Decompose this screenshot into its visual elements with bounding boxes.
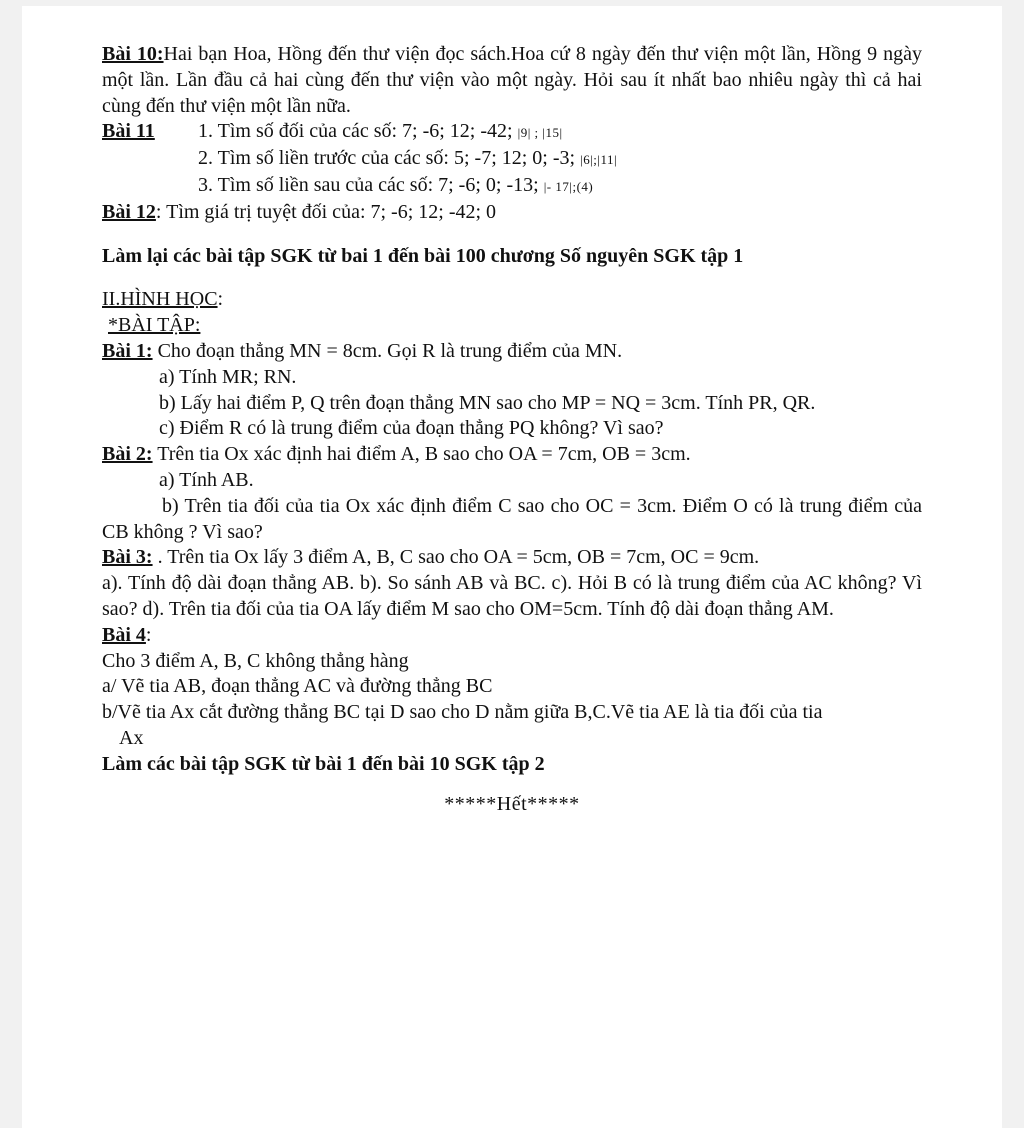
geometry-exercise-4-colon: : bbox=[145, 623, 152, 646]
document-page bbox=[22, 6, 1002, 1128]
geometry-exercise-3-label: Bài 3: bbox=[102, 546, 153, 569]
document-content bbox=[102, 42, 922, 817]
geometry-exercise-4-line-1: Cho 3 điểm A, B, C không thẳng hàng bbox=[102, 649, 409, 672]
geometry-exercise-3-text: . Trên tia Ox lấy 3 điểm A, B, C sao cho OA = 5cm, OB = 7cm, OC = 9cm. bbox=[152, 546, 760, 569]
geometry-exercise-4-line-4: Ax bbox=[119, 726, 144, 749]
geometry-heading-text: II.HÌNH HỌC bbox=[102, 288, 218, 311]
exercise-11-item-2 bbox=[102, 146, 922, 173]
exercise-11-item-3 bbox=[102, 173, 922, 200]
geometry-exercise-2-b: b) Trên tia đối của tia Ox xác định điểm C sao cho OC = 3cm. Điểm O có là trung điểm của CB không ? Vì sao? bbox=[102, 494, 922, 543]
end-marker: *****Hết***** bbox=[444, 792, 580, 815]
exercise-12 bbox=[102, 200, 922, 226]
geometry-exercise-3 bbox=[102, 545, 922, 571]
geometry-exercise-1-label: Bài 1: bbox=[102, 339, 153, 362]
geometry-exercise-4-line-2: a/ Vẽ tia AB, đoạn thẳng AC và đường thẳng BC bbox=[102, 675, 493, 698]
geometry-exercise-2 bbox=[102, 442, 922, 468]
exercise-10-text: Hai bạn Hoa, Hồng đến thư viện đọc sách.Hoa cứ 8 ngày đến thư viện một lần, Hồng 9 ngày một lần. Lần đầu cả hai cùng đến thư viện vào một ngày. Hỏi sau ít nhất bao nhiêu ngày thì cả hai cùng đến thư viện một lần nữa. bbox=[102, 43, 922, 117]
geometry-exercise-2-a: a) Tính AB. bbox=[159, 468, 254, 491]
exercise-11-item-3-abs: |- 17|;(4) bbox=[543, 178, 594, 194]
exercise-11-row-1 bbox=[102, 119, 922, 146]
geometry-exercise-3-body: a). Tính độ dài đoạn thẳng AB. b). So sánh AB và BC. c). Hỏi B có là trung điểm của AC không? Vì sao? d). Trên tia đối của tia OA lấy điểm M sao cho OM=5cm. Tính độ dài đoạn thẳng AM. bbox=[102, 572, 922, 620]
exercise-11-item-2-abs: |6|;|11| bbox=[580, 152, 618, 168]
geometry-heading-colon: : bbox=[217, 288, 224, 311]
exercise-11-item-3-text: 3. Tìm số liền sau của các số: 7; -6; 0; -13; bbox=[198, 173, 539, 196]
exercise-11-label: Bài 11 bbox=[102, 120, 155, 143]
exercise-11-item-1-abs: |9| ; |15| bbox=[517, 125, 563, 141]
exercise-10 bbox=[102, 42, 922, 119]
exercises-heading-text: *BÀI TẬP: bbox=[108, 314, 201, 337]
geometry-exercise-1-b: b) Lấy hai điểm P, Q trên đoạn thẳng MN sao cho MP = NQ = 3cm. Tính PR, QR. bbox=[159, 391, 816, 414]
exercise-11-item-1-text: 1. Tìm số đối của các số: 7; -6; 12; -42; bbox=[198, 120, 513, 143]
geometry-exercise-4-label: Bài 4 bbox=[102, 623, 146, 646]
geometry-exercise-1-c: c) Điểm R có là trung điểm của đoạn thẳng PQ không? Vì sao? bbox=[159, 417, 664, 440]
geometry-heading bbox=[102, 287, 922, 313]
geometry-exercise-1 bbox=[102, 339, 922, 365]
spacer bbox=[102, 226, 922, 244]
review-instruction-2: Làm các bài tập SGK từ bài 1 đến bài 10 SGK tập 2 bbox=[102, 752, 545, 775]
exercise-11-item-1 bbox=[198, 119, 563, 146]
exercise-10-label: Bài 10: bbox=[102, 43, 164, 65]
spacer bbox=[102, 778, 922, 792]
review-instruction-1: Làm lại các bài tập SGK từ bai 1 đến bài 100 chương Số nguyên SGK tập 1 bbox=[102, 244, 744, 267]
spacer bbox=[102, 269, 922, 287]
geometry-exercise-2-label: Bài 2: bbox=[102, 443, 153, 466]
exercise-12-label: Bài 12 bbox=[102, 200, 156, 223]
geometry-exercise-4-line-3: b/Vẽ tia Ax cắt đường thẳng BC tại D sao cho D nằm giữa B,C.Vẽ tia AE là tia đối của tia bbox=[102, 701, 823, 724]
exercises-heading bbox=[102, 313, 922, 339]
geometry-exercise-2-text: Trên tia Ox xác định hai điểm A, B sao cho OA = 7cm, OB = 3cm. bbox=[152, 443, 691, 466]
geometry-exercise-4 bbox=[102, 623, 922, 649]
exercise-11-item-2-text: 2. Tìm số liền trước của các số: 5; -7; 12; 0; -3; bbox=[198, 147, 576, 170]
geometry-exercise-1-a: a) Tính MR; RN. bbox=[159, 365, 297, 388]
geometry-exercise-1-text: Cho đoạn thẳng MN = 8cm. Gọi R là trung điểm của MN. bbox=[152, 339, 623, 362]
exercise-12-text: : Tìm giá trị tuyệt đối của: 7; -6; 12; -42; 0 bbox=[155, 200, 497, 223]
